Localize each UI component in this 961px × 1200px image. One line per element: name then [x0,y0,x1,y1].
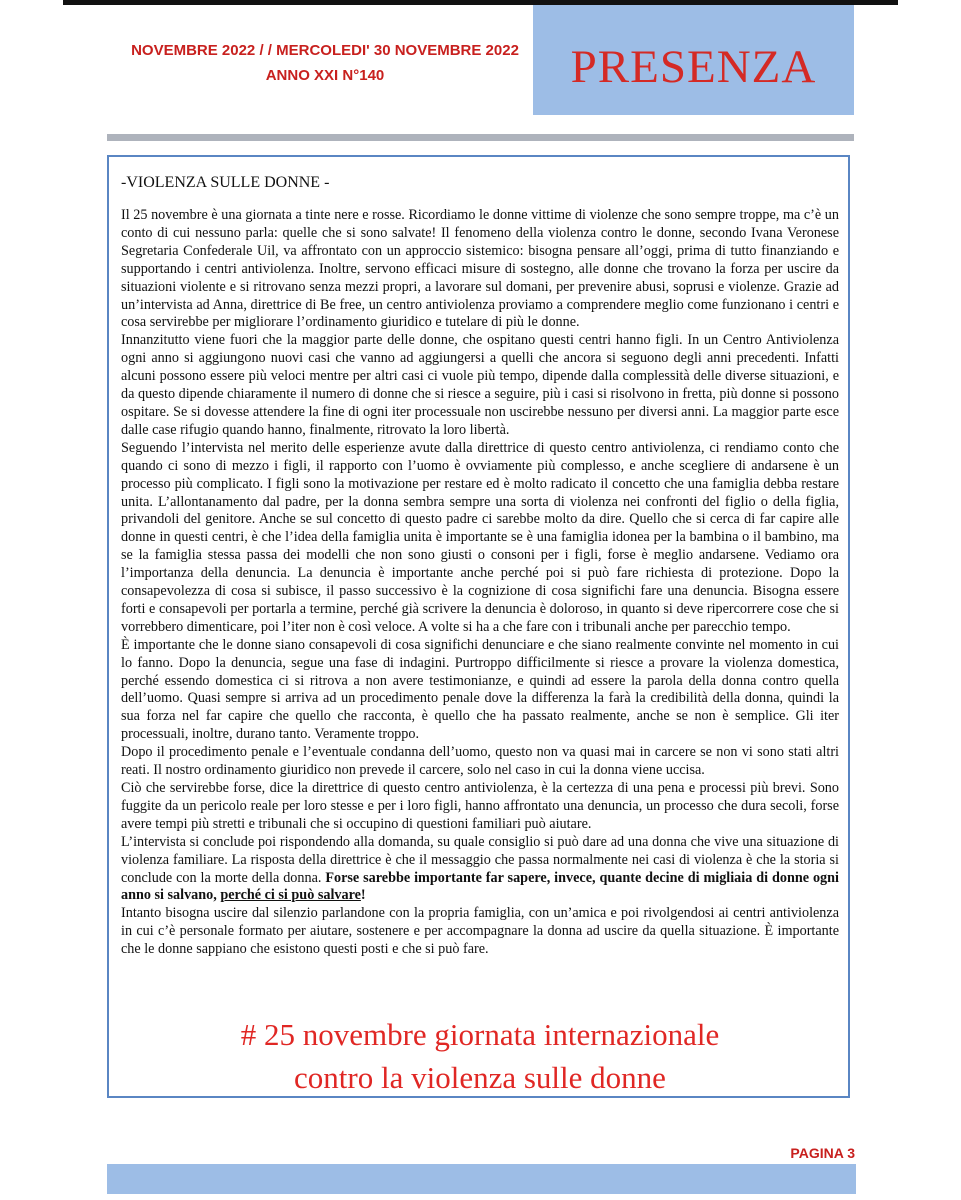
article-paragraph: Ciò che servirebbe forse, dice la direttrice di questo centro antiviolenza, è la certezza di una pena e processi più brevi. Sono fuggite da un pericolo reale per loro stesse e per i loro figli, hanno affrontato una denuncia, un processo che dura secoli, forse avere tempi più stretti e tribunali che si occupino di questioni familiari può aiutare. [121,780,839,832]
emphasis-underlined: perché ci si può salvare [220,887,361,904]
page-number: PAGINA 3 [790,1145,855,1161]
masthead [533,5,854,115]
article-paragraph-with-emphasis [121,834,839,906]
article-paragraph: Il 25 novembre è una giornata a tinte nere e rosse. Ricordiamo le donne vittime di violenze che sono sempre troppe, ma c’è un conto di cui nessuno parla: quelle che si sono salvate! Il fenomeno della violenza contro le donne, secondo Ivana Veronese Segretaria Confederale Uil, va affrontato con un approccio sistemico: bisogna pensare all’oggi, prima di tutto finanziando e supportando i centri antiviolenza. Inoltre, servono efficaci misure di sostegno, alle donne che trovano la forza per uscire da situazioni violente e si ritrovano senza mezzi propri, a lavorare sul domani, per prevenire abusi, soprusi e violenze. Grazie ad un’intervista ad Anna, direttrice di Be free, un centro antiviolenza proviamo a comprendere meglio come funzionano i centri e cosa servirebbe per migliorare l’ordinamento giuridico e tutelare di più le donne. [121,207,839,331]
header-rule [107,134,854,141]
article-paragraph: Seguendo l’intervista nel merito delle esperienze avute dalla direttrice di questo centro antiviolenza, ci rendiamo conto che quando ci sono di mezzo i figli, il rapporto con l’uomo è ovviamente più complesso, e anche scegliere di andarsene è un processo più complicato. I figli sono la motivazione per restare ed è molto radicato il concetto che una famiglia debba restare unita. L’allontanamento dal padre, per la donna sembra sempre una sorta di violenza nei confronti del figlio o della figlia, privandoli del genitore. Anche se sul concetto di questo padre ci sarebbe molto da dire. Quello che si cerca di far capire alle donne in questi centri, è che l’idea della famiglia unita è importante se è una famiglia idonea per la bambina o il bambino, ma se la famiglia stessa passa dei modelli che non sono giusti o consoni per i figli, forse è meglio andarsene. Vediamo ora l’importanza della denuncia. La denuncia è importante anche perché poi si può fare richiesta di protezione. Dopo la consapevolezza di cosa si subisce, il passo successivo è la cognizione di cosa significhi fare una denuncia. Bisogna essere forti e consapevoli per portarla a termine, perché già scrivere la denuncia è doloroso, in quanto si deve ripercorrere cose che si vorrebbero dimenticare, poi l’iter non è così veloce. A volte si ha a che fare con i tribunali anche per parecchio tempo. [121,439,839,635]
article-heading: -VIOLENZA SULLE DONNE - [121,174,330,191]
article-paragraph: Dopo il procedimento penale e l’eventuale condanna dell’uomo, questo non va quasi mai in carcere se non vi sono stati altri reati. Il nostro ordinamento giuridico non prevede il carcere, solo nel caso in cui la donna viene uccisa. [121,744,839,779]
closing-line-2: contro la violenza sulle donne [294,1060,666,1095]
article-paragraph-text: L’intervista si conclude poi rispondendo alla domanda, su quale consiglio si può dare ad una donna che vive una situazione di violenza familiare. La risposta della direttrice è che il messaggio che passa normalmente nei casi di violenza è che la storia si conclude con la morte della donna. [121,833,839,886]
issue-header [115,38,535,88]
issue-number: ANNO XXI N°140 [265,67,385,84]
closing-line-1: # 25 novembre giornata internazionale [240,1017,720,1052]
article-final-paragraph: Intanto bisogna uscire dal silenzio parlandone con la propria famiglia, con un’amica e poi rivolgendosi ai centri antiviolenza in cui c’è personale formato per aiutare, sostenere e per accompagnare la donna ad uscire da quella situazione. È importante che le donne sappiano che esistono questi posti e che si può fare. [121,905,839,958]
closing-slogan [121,1013,839,1099]
article-body [121,207,839,959]
emphasis-end: ! [360,887,366,904]
article-paragraph: È importante che le donne siano consapevoli di cosa significhi denunciare e che siano realmente convinte nel momento in cui lo fanno. Dopo la denuncia, segue una fase di indagini. Purtroppo difficilmente si riesce a provare la violenza domestica, perché essendo domestica ci si ritrova a non avere testimonianze, e quindi ad essere la parola della donna contro quella dell’uomo. Quasi sempre si arriva ad un procedimento penale dove la differenza la farà la credibilità della donna, quindi la sua forza nel far capire che quello che racconta, è quello che ha passato realmente, anche se non è semplice. Gli iter processuali, inoltre, durano tanto. Veramente troppo. [121,636,839,743]
masthead-title: PRESENZA [570,41,817,93]
date-line: NOVEMBRE 2022 / / MERCOLEDI' 30 NOVEMBRE 2022 [131,42,519,59]
footer-bar [107,1164,856,1194]
emphasis-text: Forse sarebbe importante far sapere, invece, quante decine di migliaia di donne ogni anno si salvano, [121,869,839,904]
article-paragraph: Innanzitutto viene fuori che la maggior parte delle donne, che ospitano questi centri hanno figli. In un Centro Antiviolenza ogni anno si aggiungono nuovi casi che vanno ad aggiungersi a quelli che ancora si seguono degli anni precedenti. Infatti alcuni possono essere più veloci mentre per altri casi ci vuole più tempo, dipende dalla complessità delle diverse situazioni, e da questo dipende chiaramente il numero di donne che si riesce a seguire, più i casi si risolvono in fretta, più donne si possono ospitare. Se si dovesse attendere la fine di ogni iter processuale non uscirebbe nessuno per diversi anni. La maggior parte esce dalle case rifugio quando hanno, finalmente, ritrovato la loro libertà. [121,332,839,438]
